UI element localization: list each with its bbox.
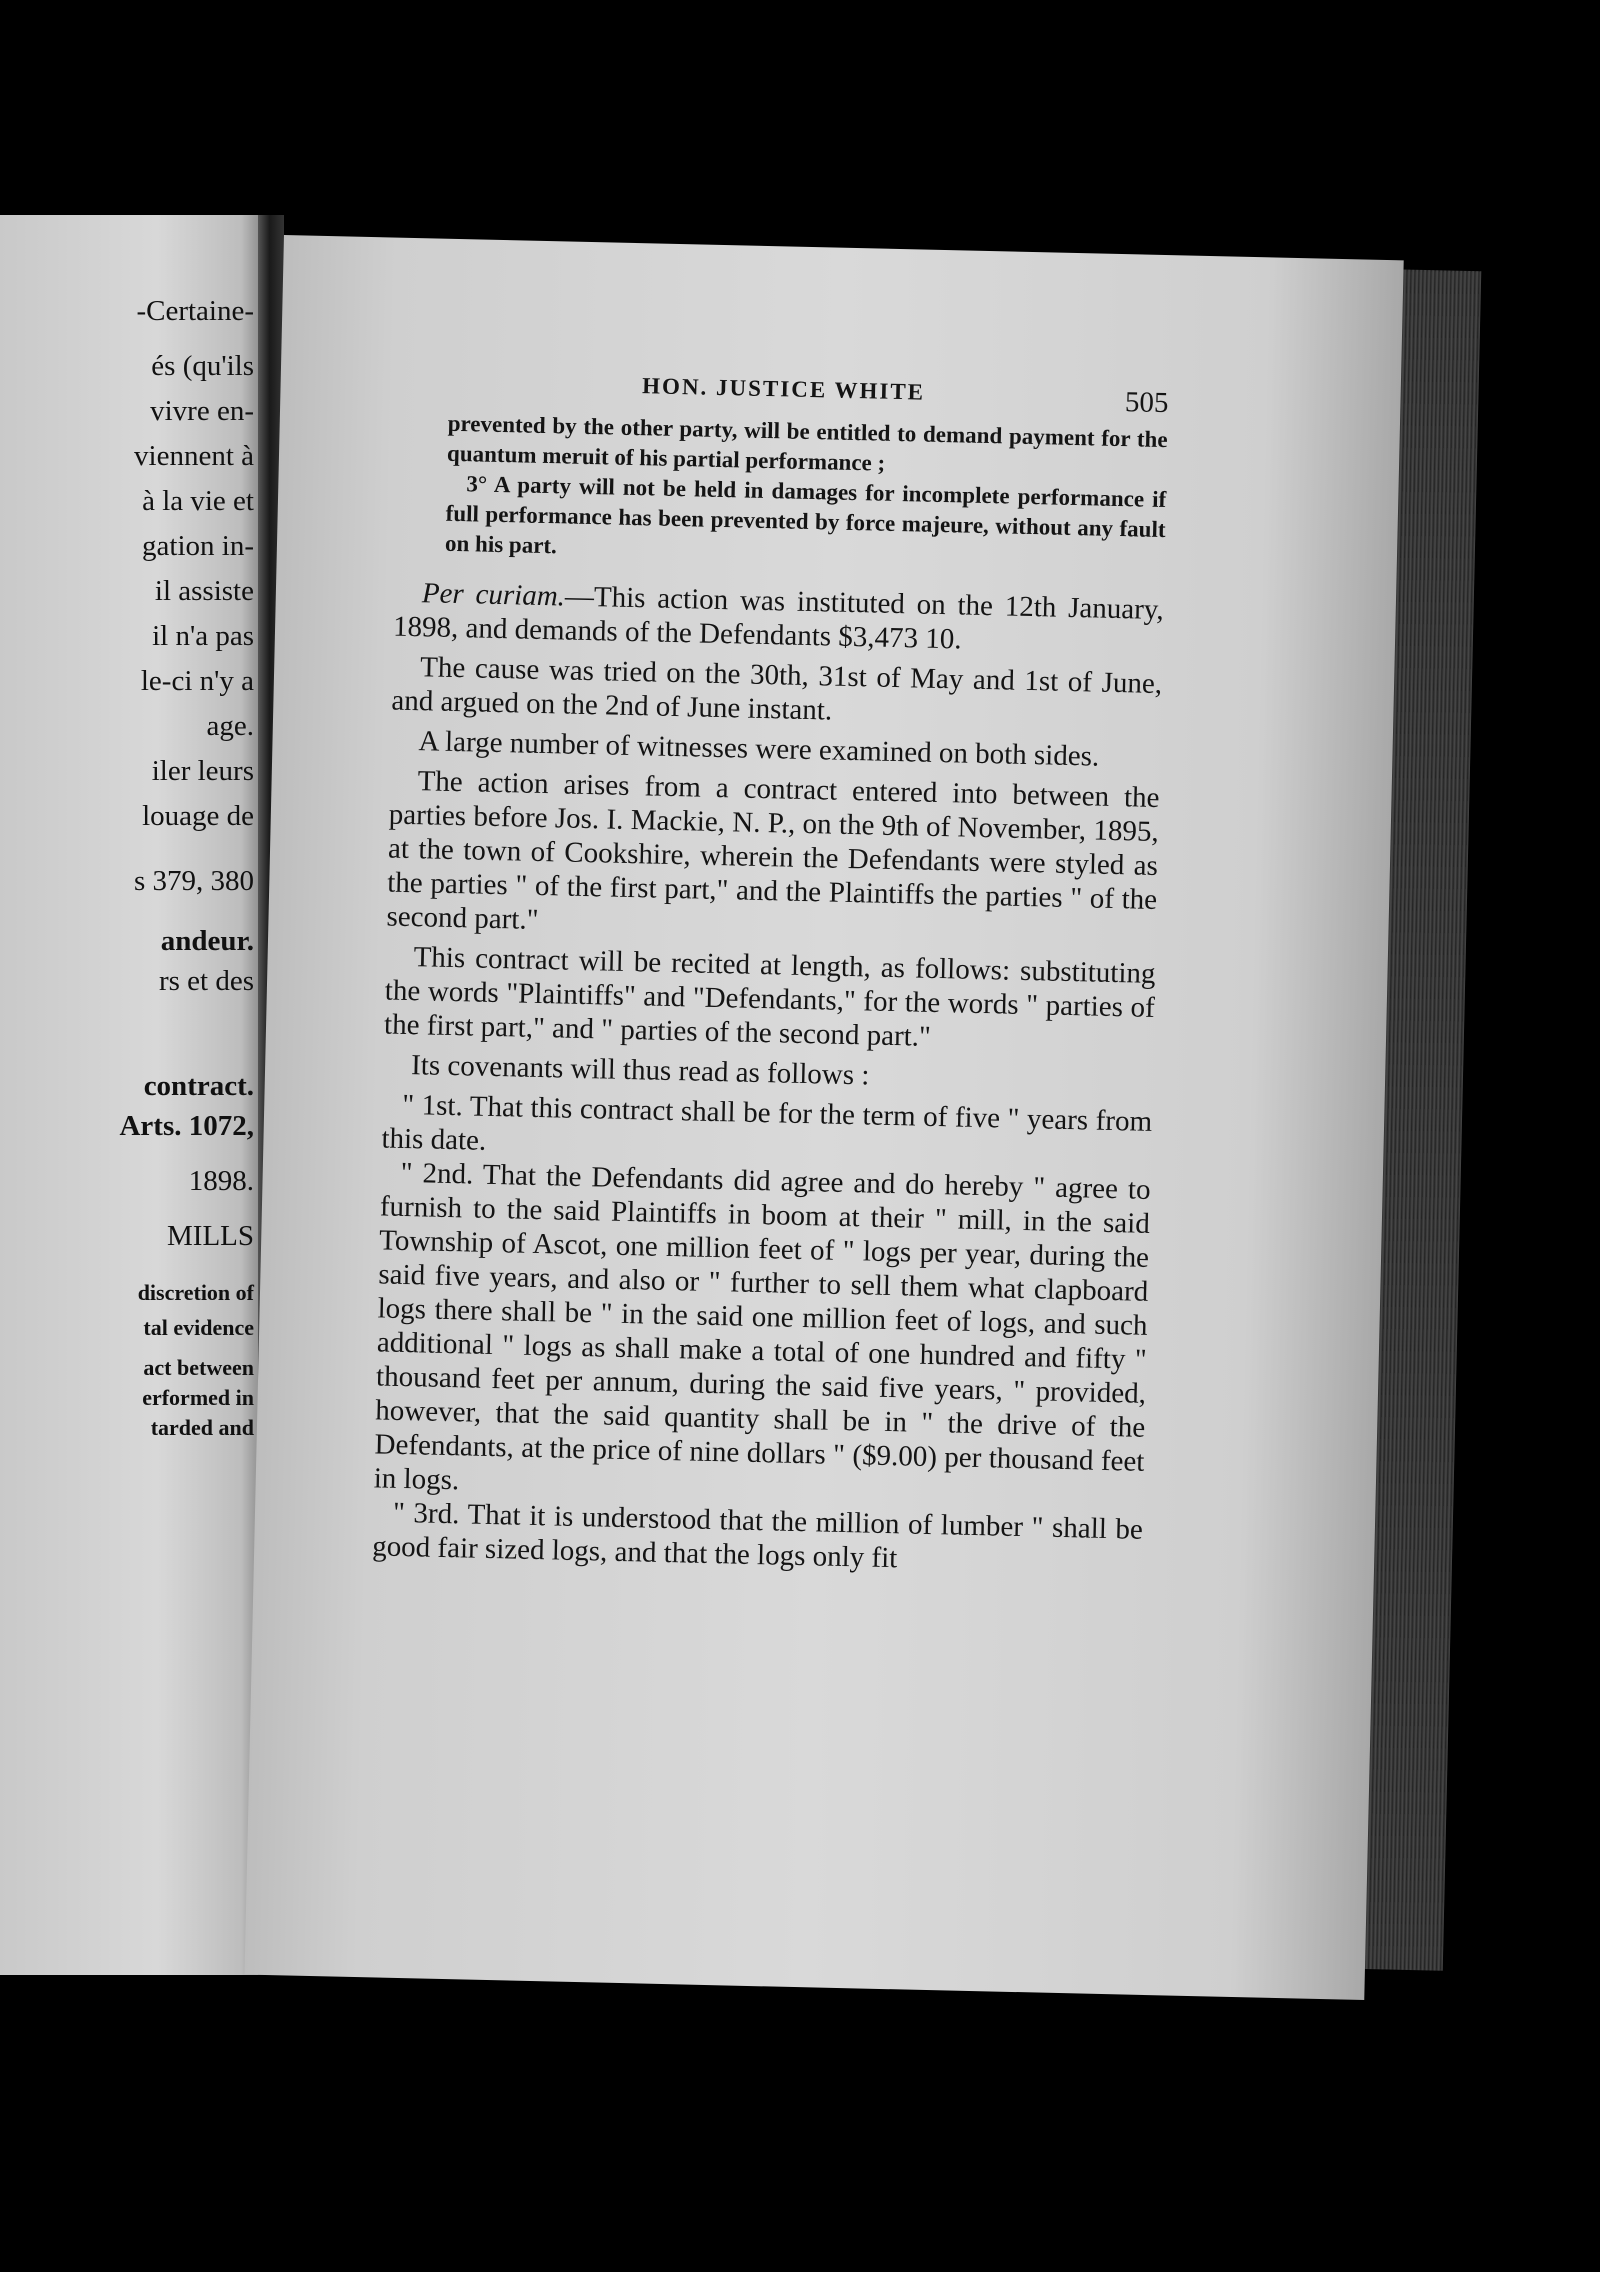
left-page-line-fragment: és (qu'ils bbox=[151, 350, 254, 382]
left-page-line-fragment: discretion of bbox=[137, 1280, 254, 1305]
paragraph: The action arises from a contract entered into between the parties before Jos. I. Mackie, N. P., on the 9th of November, 1895, at the town of Cookshire, wherein the Defendants were styled as the parties " of the first part," and the Plaintiffs the parties " of the second part." bbox=[386, 765, 1160, 936]
left-page-line-fragment: rs et des bbox=[158, 965, 254, 997]
paragraph: Its covenants will thus read as follows : bbox=[410, 1049, 870, 1092]
left-page-line-fragment: erformed in bbox=[142, 1385, 254, 1410]
paragraph bbox=[393, 576, 1164, 661]
running-head-title: HON. JUSTICE WHITE bbox=[641, 373, 926, 405]
left-page-line-fragment: gation in- bbox=[142, 530, 254, 562]
left-page-line-fragment: Arts. 1072, bbox=[119, 1110, 254, 1142]
syllabus bbox=[445, 409, 1168, 575]
left-page-line-fragment: le-ci n'y a bbox=[140, 665, 254, 697]
covenant: " 2nd. That the Defendants did agree and do hereby " agree to furnish to the said Plaintiffs in boom at their " mill, in the said Township of Ascot, one million feet of " logs per year, during the said five years, and also or " further to sell them what clapboard logs there shall be " in the said one million feet of logs, and such additional " logs as shall make a total of one hundred and fifty " thousand feet per annum, during the said five years, " provided, however, that the said quantity shall be in " the drive of the Defendants, at the price of nine dollars " ($9.00) per thousand feet in logs. bbox=[373, 1156, 1151, 1497]
left-page-line-fragment: vivre en- bbox=[150, 395, 254, 427]
right-page bbox=[245, 235, 1404, 2000]
left-page-line-fragment: -Certaine- bbox=[136, 295, 254, 327]
syllabus-item: prevented by the other party, will be entitled to demand payment for the quantum meruit of his partial performance ; bbox=[446, 410, 1168, 476]
left-page-line-fragment: age. bbox=[206, 710, 254, 742]
left-page-line-fragment: louage de bbox=[142, 800, 254, 832]
left-page-line-fragment: à la vie et bbox=[142, 485, 254, 517]
paragraph: This contract will be recited at length, as follows: substituting the words "Plaintiffs" and "Defendants," for the words " parties of the first part," and " parties of the second part." bbox=[383, 941, 1156, 1053]
judgment-body bbox=[372, 576, 1164, 1581]
left-page bbox=[0, 215, 262, 1975]
left-page-line-fragment: andeur. bbox=[160, 925, 254, 957]
paragraph-text: —This action was instituted on the 12th January, 1898, and demands of the Defendants $3,473 10. bbox=[392, 580, 1165, 656]
left-page-line-fragment: il n'a pas bbox=[152, 620, 254, 652]
left-page-line-fragment: 1898. bbox=[188, 1165, 254, 1197]
left-page-line-fragment: contract. bbox=[143, 1070, 254, 1102]
left-page-line-fragment: tal evidence bbox=[143, 1315, 254, 1340]
paragraph: A large number of witnesses were examined on both sides. bbox=[418, 725, 1100, 773]
covenant: " 1st. That this contract shall be for the term of five " years from this date. bbox=[381, 1088, 1153, 1157]
syllabus-item: 3° A party will not be held in damages for incomplete performance if full performance has been prevented by force majeure, without any fault on his part. bbox=[444, 471, 1167, 559]
left-page-line-fragment: il assiste bbox=[154, 575, 254, 607]
per-curiam-label: Per curiam. bbox=[421, 577, 566, 613]
left-page-line-fragment: MILLS bbox=[167, 1220, 254, 1252]
covenant: " 3rd. That it is understood that the million of lumber " shall be good fair sized logs, and that the logs only fit bbox=[371, 1496, 1144, 1575]
page-number: 505 bbox=[1124, 386, 1169, 420]
left-page-line-fragment: tarded and bbox=[150, 1415, 254, 1440]
left-page-line-fragment: act between bbox=[143, 1355, 254, 1380]
page-text-block bbox=[372, 368, 1169, 1581]
left-page-line-fragment: s 379, 380 bbox=[133, 865, 254, 897]
paragraph: The cause was tried on the 30th, 31st of May and 1st of June, and argued on the 2nd of June instant. bbox=[391, 651, 1163, 727]
left-page-line-fragment: iler leurs bbox=[151, 755, 254, 787]
left-page-line-fragment: viennent à bbox=[134, 440, 254, 472]
